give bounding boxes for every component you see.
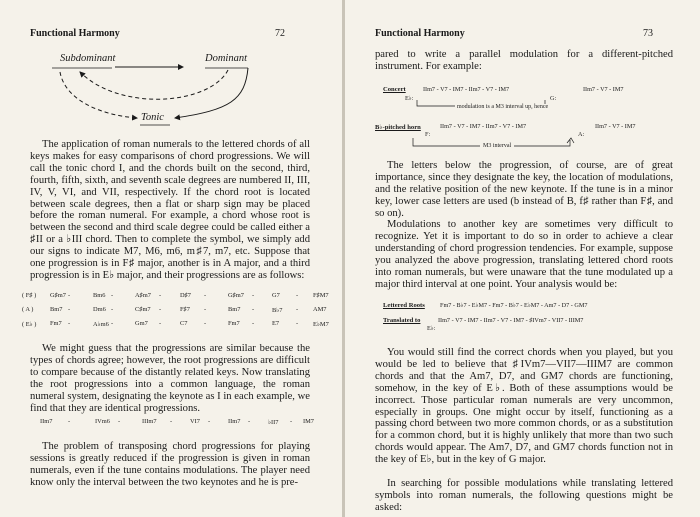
right-paragraph-5: In searching for possible modulations while translating lettered symbols into roman numerals, the following questions might be asked:	[375, 478, 673, 513]
progression-chord: G♯m7	[228, 292, 244, 299]
lettered-roots-sequence: Fm7 - B♭7 - E♭M7 - Fm7 - B♭7 - E♭M7 - Am7 - D7 - GM7	[440, 302, 588, 309]
progression-chord: C♯m7	[135, 306, 151, 313]
left-paragraph-2: We might guess that the progressions are similar because the types of chords agree; however, the root progressions are difficult to compare because of the distantly related keys. Now translating the root progressions into a common language, the roman numeral system, designating the keynote as I in each example, we find that they are identical progressions.	[30, 343, 310, 414]
roman-numeral: IM7	[303, 418, 315, 425]
progression-chord: G7	[272, 292, 280, 299]
progression-chord: F♯M7	[313, 292, 329, 299]
progression-dash: -	[111, 320, 114, 327]
roman-numeral: IVm6	[95, 418, 110, 425]
progression-chord: Fm7	[50, 320, 62, 327]
roman-numeral-progression	[30, 418, 315, 428]
roman-numeral: VI7	[190, 418, 200, 425]
m3-interval-note: M3 interval	[480, 143, 514, 149]
concert-progression: IIm7 - V7 - IM7 - IIm7 - V7 - IM7	[423, 86, 510, 93]
bb-horn-label: B♭-pitched horn	[375, 124, 421, 131]
progression-dash: -	[204, 306, 207, 313]
roman-dash: -	[208, 418, 211, 425]
progression-chord: B♭7	[272, 307, 283, 314]
progression-dash: -	[159, 320, 162, 327]
progression-key: ( F♯ )	[22, 292, 37, 299]
right-paragraph-3: Modulations to another key are sometimes very difficult to recognize. Yet it is important to do so in order to achieve a clear understanding of chord progression tendencies. For example, suppose you analyzed the above progression, translating lettered chord roots into roman numerals, but were unaware that the tune modulated up a major third interval at one point. Your analysis would be:	[375, 219, 673, 290]
bb-horn-key-f: F:	[425, 131, 431, 138]
lettered-roots-label: Lettered Roots	[383, 302, 425, 309]
concert-label: Concert	[383, 86, 406, 93]
concert-progression-continued: IIm7 - V7 - IM7	[583, 86, 624, 93]
modulation-brackets	[345, 0, 700, 160]
progression-chord: Dm6	[93, 306, 106, 313]
progression-row	[22, 320, 329, 334]
progression-chord: AM7	[313, 306, 327, 313]
progression-key: ( A )	[22, 306, 34, 313]
progression-dash: -	[159, 306, 162, 313]
bb-horn-progression-continued: IIm7 - V7 - IM7	[595, 123, 636, 130]
roman-numeral: IIIm7	[142, 418, 157, 425]
left-paragraph-1: The application of roman numerals to the lettered chords of all keys makes for easy comparisons of chord progressions. We will call the tonic chord I, and the chords built on the second, third, fourth, fifth, sixth, and seventh scale degrees are numbered II, III, IV, V, VI, and VII, respectively. If the chord root is located between scale degrees, then a flat or sharp sign may be placed before the roman numeral. For example, a chord whose root is between the second and third scale degree could be called either a ♯II or a ♭III chord. Then to complete the symbol, we simply add our signs to indicate M7, M6, m6, m♯7, m7, etc. Suppose that one progression is in F♯ major, another is in A major, and a third progression is in E♭ major, and their progressions are as follows:	[30, 139, 310, 281]
progression-chord: A♯m7	[135, 292, 151, 299]
right-page	[345, 0, 700, 517]
roman-dash: -	[68, 418, 71, 425]
right-header-title: Functional Harmony	[375, 28, 465, 39]
progression-chord: Bm7	[50, 306, 63, 313]
progression-chord: C7	[180, 320, 188, 327]
left-paragraph-3: The problem of transposing chord progressions for playing sessions is greatly reduced if the progression is given in roman numerals, even if the tune contains modulations. The player need know only the interval between the two keynotes and he is pre-	[30, 441, 310, 488]
progression-chord: Bm6	[93, 292, 106, 299]
roman-dash: -	[290, 418, 293, 425]
concert-key-g: G:	[550, 95, 557, 102]
progression-dash: -	[68, 306, 71, 313]
left-page	[0, 0, 342, 517]
subdominant-label: Subdominant	[60, 53, 116, 64]
roman-numeral: IIm7	[40, 418, 53, 425]
right-page-number: 73	[643, 28, 653, 39]
modulation-note: modulation is a M3 interval up, hence	[457, 104, 549, 110]
progression-row	[22, 306, 327, 320]
concert-key-e-flat: E♭:	[405, 95, 414, 102]
progression-key: ( E♭ )	[22, 321, 37, 328]
tonic-label: Tonic	[141, 112, 164, 123]
dominant-to-subdominant-dashed-arrow	[80, 70, 228, 99]
progression-dash: -	[296, 320, 299, 327]
right-paragraph-4: You would still find the correct chords when you played, but you would be led to believe that ♯IVm7—VII7—IIIM7 are common chords and that the Am7, D7, and GM7 chords are functioning, somehow, in the key of E♭. Both of these assumptions would be incorrect. Those particular roman numerals are very uncommon, especially in groups. One might occur by itself, functioning as a passing chord between two more common chords, or as a substitution for a common chord, but it is highly unlikely that more than two such chords would appear. The Am7, D7, and GM7 chords function not in the key of E♭, but in the key of G major.	[375, 347, 673, 466]
progression-chord: F♯7	[180, 306, 190, 313]
translated-sequence: IIm7 - V7 - IM7 - IIm7 - V7 - IM7 - ♯IVm7 - VII7 - IIIM7	[438, 317, 584, 324]
dominant-to-tonic-arrow	[175, 68, 248, 118]
progression-chord: Gm7	[135, 320, 148, 327]
right-paragraph-2: The letters below the progression, of course, are of great importance, since they designate the key, the location of modulations, and the relative position of the new keynote. If the tune is in a minor key, lower case letters are used (b instead of B, f♯ rather than F♯, and so on).	[375, 160, 673, 219]
progression-dash: -	[296, 306, 299, 313]
progression-chord: E7	[272, 320, 280, 327]
progression-row	[22, 292, 329, 306]
progression-chord: Bm7	[228, 306, 241, 313]
subdominant-to-tonic-dashed-arrow	[60, 72, 137, 118]
progression-chord: D♯7	[180, 292, 192, 299]
roman-dash: -	[248, 418, 251, 425]
progression-chord: A♭m6	[93, 321, 109, 328]
roman-dash: -	[118, 418, 121, 425]
progression-dash: -	[296, 292, 299, 299]
progression-dash: -	[68, 320, 71, 327]
progression-dash: -	[252, 320, 255, 327]
progression-chord: Fm7	[228, 320, 240, 327]
progression-dash: -	[204, 320, 207, 327]
roman-numeral: IIm7	[228, 418, 241, 425]
translated-to-label: Translated to	[383, 317, 421, 324]
progression-chord: E♭M7	[313, 321, 329, 328]
progression-dash: -	[111, 292, 114, 299]
progression-dash: -	[204, 292, 207, 299]
progression-chord: G♯m7	[50, 292, 66, 299]
translated-key: E♭:	[427, 325, 436, 332]
progression-dash: -	[111, 306, 114, 313]
roman-numeral: ♭II7	[268, 419, 279, 426]
bb-horn-progression: IIm7 - V7 - IM7 - IIm7 - V7 - IM7	[440, 123, 527, 130]
chord-progression-table	[22, 292, 329, 334]
roman-dash: -	[170, 418, 173, 425]
left-header-title: Functional Harmony	[30, 28, 120, 39]
left-page-number: 72	[275, 28, 285, 39]
progression-dash: -	[252, 306, 255, 313]
harmony-cycle-diagram	[0, 0, 342, 135]
progression-dash: -	[68, 292, 71, 299]
right-paragraph-1: pared to write a parallel modulation for a different-pitched instrument. For example:	[375, 49, 673, 72]
bb-horn-key-a: A:	[578, 131, 585, 138]
dominant-label: Dominant	[205, 53, 247, 64]
progression-dash: -	[159, 292, 162, 299]
progression-dash: -	[252, 292, 255, 299]
